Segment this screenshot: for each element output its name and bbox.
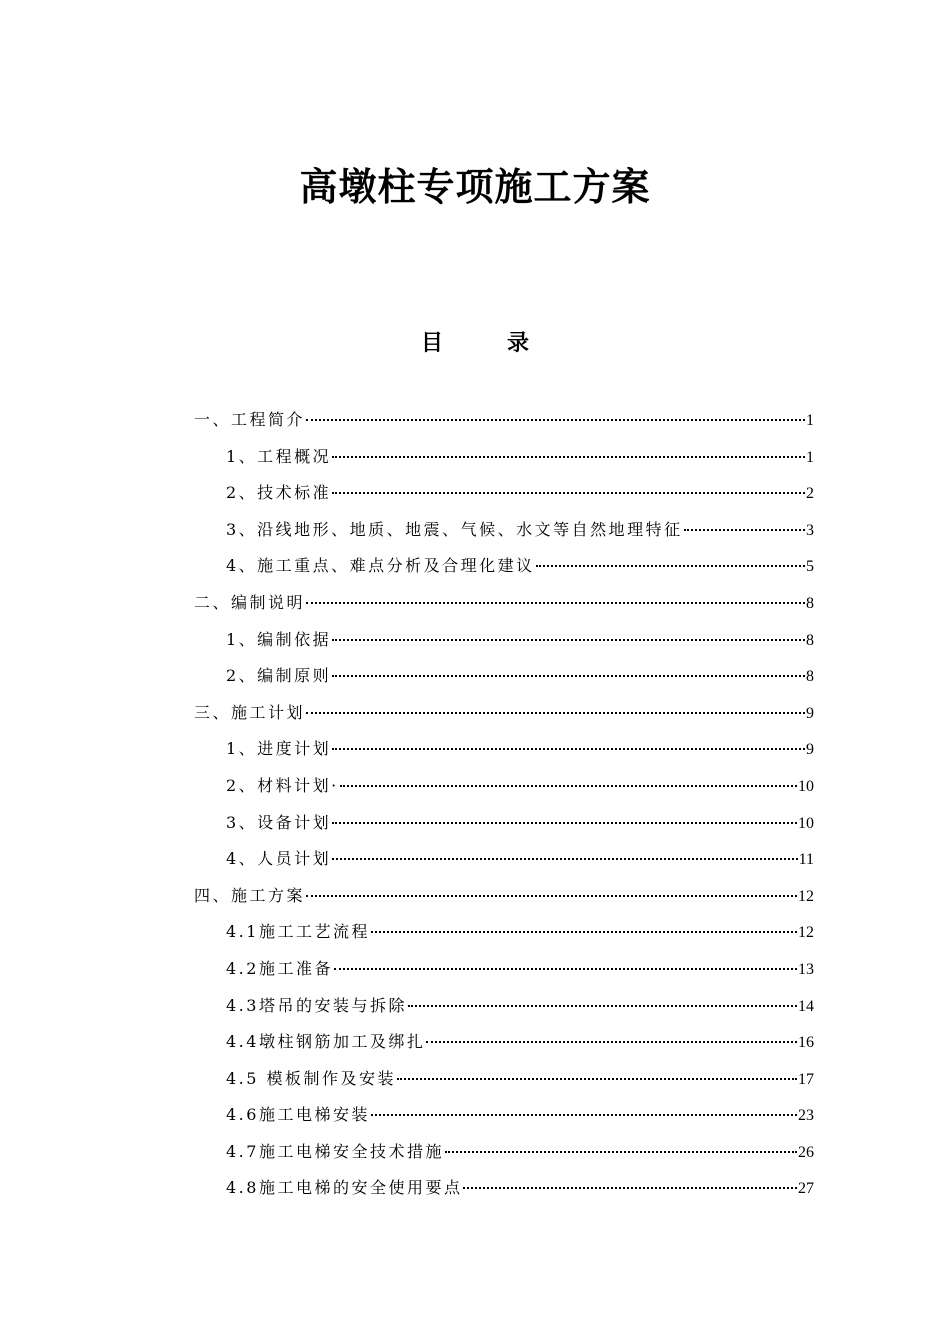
toc-entry[interactable]: [194, 1134, 814, 1171]
toc-entry[interactable]: [194, 622, 814, 659]
toc-dot-leader: [684, 509, 805, 531]
toc-entry[interactable]: [194, 1061, 814, 1098]
toc-dot-leader: [332, 436, 805, 458]
toc-entry-label: 4.4墩柱钢筋加工及绑扎: [226, 1032, 426, 1052]
toc-entry[interactable]: [194, 805, 814, 842]
toc-dot-leader: [426, 1021, 797, 1043]
toc-heading: [0, 328, 950, 360]
toc-dot-leader: [334, 948, 797, 970]
toc-dot-leader: [332, 619, 805, 641]
toc-entry-label: 4.2施工准备: [226, 958, 333, 978]
toc-entry[interactable]: [194, 988, 814, 1025]
toc-entry-label: 1、进度计划: [226, 739, 332, 759]
toc-entry-label: 4、人员计划: [226, 849, 332, 869]
toc-entry[interactable]: [194, 695, 814, 732]
toc-dot-leader: [536, 545, 805, 567]
toc-entry-label: 4.3塔吊的安装与拆除: [226, 995, 407, 1015]
toc-dot-leader: [332, 802, 797, 824]
toc-dot-leader: [306, 399, 805, 421]
toc-dot-leader: [340, 765, 797, 787]
toc-entry-label: 2、编制原则: [226, 666, 332, 686]
toc-dot-leader: [408, 985, 797, 1007]
document-title: 高墩柱专项施工方案: [299, 165, 651, 209]
toc-entry-page: 11: [798, 851, 814, 869]
toc-entry-label: 1、编制依据: [226, 629, 332, 649]
toc-entry-label: 一、工程简介: [194, 410, 306, 429]
toc-entry-page: 12: [798, 924, 814, 942]
toc-entry[interactable]: [194, 548, 814, 585]
toc-entry-label: 3、沿线地形、地质、地震、气候、水文等自然地理特征: [226, 519, 683, 539]
toc-entry-page: 3: [806, 521, 814, 539]
toc-entry-page: 9: [806, 741, 814, 759]
toc-entry-label: 4.1施工工艺流程: [226, 922, 370, 942]
toc-entry[interactable]: [194, 878, 814, 915]
toc-heading-left: 目: [420, 331, 443, 356]
toc-entry[interactable]: [194, 731, 814, 768]
toc-entry-page: 13: [798, 960, 814, 978]
toc-dot-leader: [397, 1058, 797, 1080]
toc-entry-label: 三、施工计划: [194, 702, 306, 722]
toc-entry[interactable]: [194, 1024, 814, 1061]
toc-dot-leader: [445, 1131, 797, 1153]
toc-entry-page: 5: [806, 558, 814, 576]
toc-entry-page: 14: [798, 997, 814, 1015]
toc-entry-page: 8: [806, 631, 814, 649]
toc-entry-page: 2: [806, 485, 814, 503]
toc-dot-leader: [306, 582, 805, 604]
toc-entry-label: 4、施工重点、难点分析及合理化建议: [226, 556, 535, 576]
toc-entry-label: 2、技术标准: [226, 483, 332, 503]
toc-entry[interactable]: [194, 585, 814, 622]
toc-entry-page: 10: [798, 814, 814, 832]
toc-entry[interactable]: [194, 768, 814, 805]
toc-entry-label: 1、工程概况: [226, 446, 332, 466]
toc-entry[interactable]: [194, 658, 814, 695]
toc-entry[interactable]: [194, 512, 814, 549]
toc-entry-page: 1: [806, 448, 814, 466]
toc-entry[interactable]: [194, 841, 814, 878]
toc-entry-page: 1: [806, 412, 814, 429]
toc-dot-leader: [332, 655, 805, 677]
toc-entry-page: 26: [798, 1143, 814, 1161]
toc-dot-leader: [332, 838, 797, 860]
toc-entry-page: 16: [798, 1034, 814, 1052]
toc-entry[interactable]: [194, 439, 814, 476]
toc-entry-label: 二、编制说明: [194, 592, 306, 612]
toc-entry-page: 27: [798, 1180, 814, 1198]
toc-dot-leader: [463, 1167, 797, 1189]
toc-entry-page: 23: [798, 1107, 814, 1125]
toc-entry[interactable]: [194, 475, 814, 512]
toc-entry-page: 10: [798, 777, 814, 795]
toc-dot-leader: [332, 472, 805, 494]
toc-entry[interactable]: [194, 1170, 814, 1207]
toc-dot-leader: [371, 1094, 797, 1116]
toc-dot-leader: [306, 875, 797, 897]
table-of-contents: [194, 402, 814, 1207]
toc-entry-page: 8: [806, 594, 814, 612]
toc-entry-label: 3、设备计划: [226, 812, 332, 832]
toc-heading-right: 录: [507, 331, 530, 356]
toc-entry-page: 12: [798, 887, 814, 905]
toc-entry-page: 17: [798, 1070, 814, 1088]
toc-entry-label: 4.7施工电梯安全技术措施: [226, 1141, 444, 1161]
toc-entry-label: 四、施工方案: [194, 885, 306, 905]
toc-entry-label: 4.5 模板制作及安装: [226, 1068, 397, 1088]
toc-entry[interactable]: [194, 914, 814, 951]
toc-entry-label: 4.6施工电梯安装: [226, 1105, 370, 1125]
toc-entry-label: 4.8施工电梯的安全使用要点: [226, 1178, 463, 1198]
toc-entry[interactable]: [194, 1097, 814, 1134]
toc-entry-page: 9: [806, 704, 814, 722]
toc-entry[interactable]: [194, 951, 814, 988]
toc-entry[interactable]: [194, 402, 814, 439]
toc-dot-leader: [332, 728, 805, 750]
toc-dot-leader: [371, 911, 797, 933]
toc-dot-leader: [306, 692, 805, 714]
toc-entry-page: 8: [806, 668, 814, 686]
toc-entry-label: 2、材料计划·: [226, 775, 339, 795]
